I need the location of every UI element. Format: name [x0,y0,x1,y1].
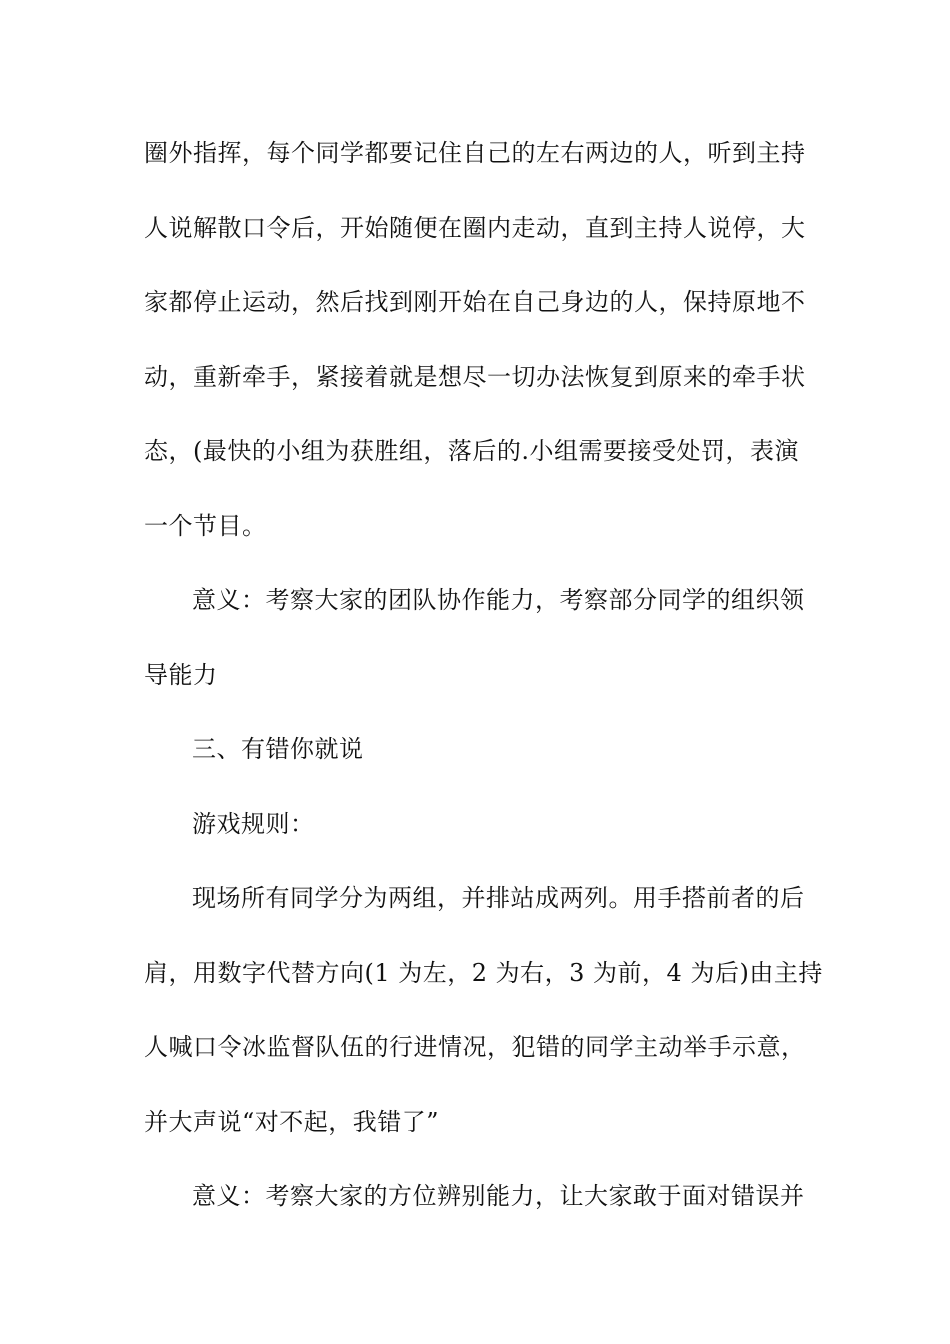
text-line: 肩，用数字代替方向(1 为左，2 为右，3 为前，4 为后)由主持 [144,958,823,987]
paragraph-meaning-2: 意义：考察大家的方位辨别能力，让大家敢于面对错误并 [192,1182,805,1210]
paragraph-rules: 现场所有同学分为两组，并排站成两列。用手搭前者的后 [192,884,805,912]
text-line: 一个节目。 [144,511,267,540]
text-line: 态，(最快的小组为获胜组，落后的.小组需要接受处罚，表演 [144,437,799,465]
text-line: 人说解散口令后，开始随便在圈内走动，直到主持人说停，大 [144,213,806,242]
text-line: 圈外指挥，每个同学都要记住自己的左右两边的人，听到主持 [144,139,806,167]
text-line: 并大声说“对不起，我错了” [144,1107,440,1136]
text-line: 动，重新牵手，紧接着就是想尽一切办法恢复到原来的牵手状 [144,362,806,391]
paragraph-meaning-1: 意义：考察大家的团队协作能力，考察部分同学的组织领 [192,586,805,614]
rules-heading: 游戏规则： [192,809,315,838]
text-line: 家都停止运动，然后找到刚开始在自己身边的人，保持原地不 [144,288,806,316]
document-body [144,128,823,1246]
section-heading: 三、有错你就说 [192,735,364,763]
text-line: 人喊口令冰监督队伍的行进情况，犯错的同学主动举手示意， [144,1033,806,1061]
text-line: 导能力 [144,660,218,689]
